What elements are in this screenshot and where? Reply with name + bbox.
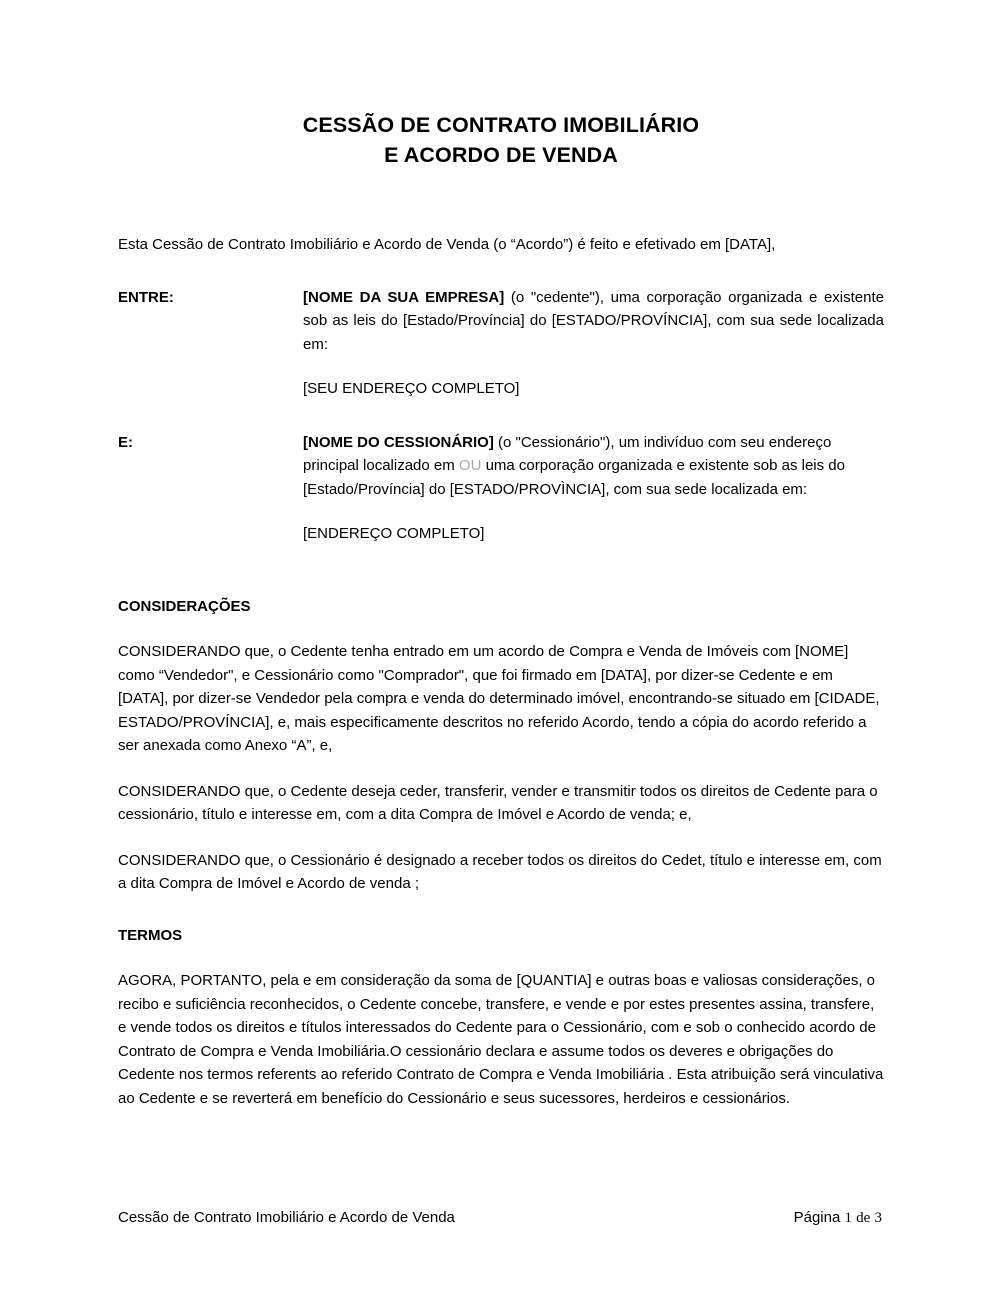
assignor-address: [SEU ENDEREÇO COMPLETO]	[303, 380, 520, 397]
footer-page-word: Página	[793, 1209, 841, 1226]
assignee-address: [ENDEREÇO COMPLETO]	[303, 525, 485, 542]
assignor-name: [NOME DA SUA EMPRESA]	[303, 288, 505, 306]
footer-document-name: Cessão de Contrato Imobiliário e Acordo de Venda	[118, 1209, 455, 1226]
footer-page-total: 3	[874, 1210, 882, 1226]
party-row-entre	[118, 286, 884, 357]
footer-page-number: 1	[844, 1210, 852, 1226]
consideracoes-paragraph-3: CONSIDERANDO que, o Cessionário é designado a receber todos os direitos do Cedet, título e interesse em, com a dita Compra de Imóvel e Acordo de venda ;	[118, 851, 882, 892]
consideracoes-paragraph-1: CONSIDERANDO que, o Cedente tenha entrado em um acordo de Compra e Venda de Imóveis com [NOME] como “Vendedor", e Cessionário como "Comprador", que foi firmado em [DATA], por dizer-se Cedente e em [DATA], por dizer-se Vendedor pela compra e venda do determinado imóvel, encontrando-se situado em [CIDADE, ESTADO/PROVÍNCIA], e, mais especificamente descritos no referido Acordo, tendo a cópia do acordo referido a ser anexada como Anexo “A”, e,	[118, 643, 880, 754]
assignee-description-after: uma corporação organizada e existente sob as leis do [Estado/Província] do [ESTADO/PROVÌNCIA], com sua sede localizada em:	[303, 457, 845, 498]
page-title	[118, 0, 884, 170]
page-title-line-1: CESSÃO DE CONTRATO IMOBILIÁRIO	[302, 113, 700, 137]
party-body-entre	[303, 286, 884, 357]
assignor-description: (o "cedente"), uma corporação organizada e existente sob as leis do [Estado/Província] do [ESTADO/PROVÍNCIA], com sua sede localizada em:	[303, 288, 884, 353]
party-body-e	[303, 431, 884, 502]
section-heading-consideracoes: CONSIDERAÇÕES	[118, 597, 251, 615]
assignee-description-before: (o "Cessionário"), um indivíduo com seu endereço principal localizado em	[303, 433, 832, 474]
party-label-e: E:	[118, 433, 133, 451]
party-row-e	[118, 431, 884, 502]
assignee-name: [NOME DO CESSIONÁRIO]	[303, 433, 494, 451]
page-title-line-2: E ACORDO DE VENDA	[384, 143, 618, 167]
page-footer	[118, 1208, 882, 1228]
consideracoes-paragraph-2: CONSIDERANDO que, o Cedente deseja ceder, transferir, vender e transmitir todos os direitos de Cedente para o cessionário, título e interesse em, com a dita Compra de Imóvel e Acordo de venda; e,	[118, 782, 878, 823]
footer-page-indicator	[794, 1208, 882, 1228]
intro-paragraph: Esta Cessão de Contrato Imobiliário e Acordo de Venda (o “Acordo”) é feito e efetivado em [DATA],	[118, 236, 776, 253]
party-label-entre: ENTRE:	[118, 288, 174, 306]
ou-placeholder: OU	[458, 457, 482, 474]
document-content	[118, 0, 884, 1110]
section-heading-termos: TERMOS	[118, 926, 183, 944]
footer-de-word: de	[856, 1210, 871, 1226]
termos-paragraph-1: AGORA, PORTANTO, pela e em consideração da soma de [QUANTIA] e outras boas e valiosas considerações, o recibo e suficiência reconhecidos, o Cedente concebe, transfere, e vende e por estes presentes assina, transfere, e vende todos os direitos e títulos interessados do Cedente para o Cessionário, com e sob o conhecido acordo de Contrato de Compra e Venda Imobiliária.O cessionário declara e assume todos os deveres e obrigações do Cedente nos termos referents ao referido Contrato de Compra e Venda Imobiliária . Esta atribuição será vinculativa ao Cedente e se reverterá em benefício do Cessionário e seus sucessores, herdeiros e cessionários.	[118, 972, 884, 1107]
